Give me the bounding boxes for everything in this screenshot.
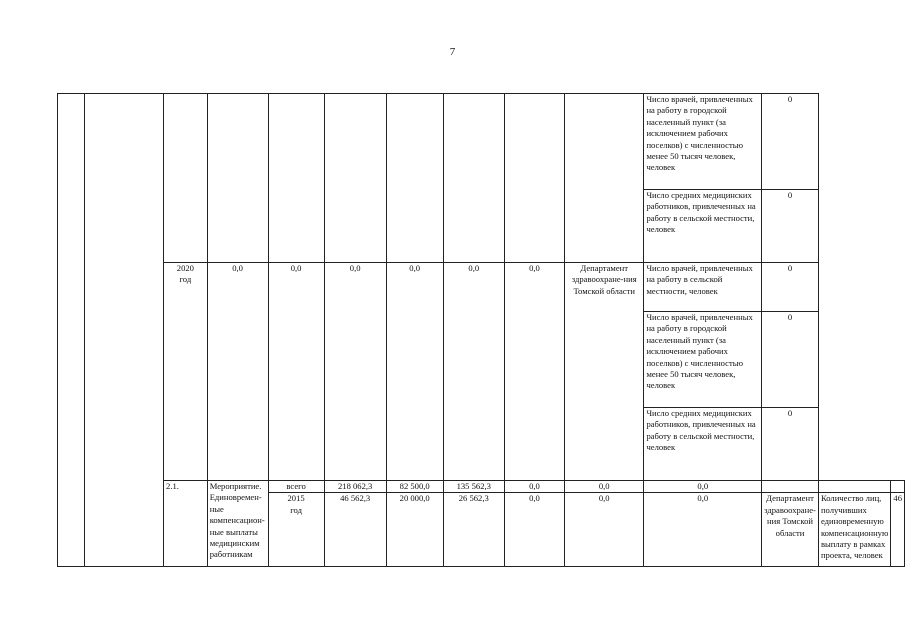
table-row (58, 94, 905, 190)
amount-cell: 0,0 (386, 263, 443, 481)
amount-cell: 20 000,0 (386, 493, 443, 567)
amount-cell: 135 562,3 (443, 481, 504, 493)
amount-cell: 0,0 (644, 493, 762, 567)
indicator-value: 0 (762, 94, 819, 190)
amount-cell: 0,0 (324, 263, 386, 481)
cell-empty-name (85, 94, 164, 567)
row-number: 2.1. (164, 481, 208, 567)
amount-cell: 218 062,3 (324, 481, 386, 493)
department-cell: Департамент здравоохране-ния Томской области (762, 493, 819, 567)
cell-empty (164, 94, 208, 263)
page-number: 7 (449, 46, 456, 58)
amount-cell: 0,0 (504, 493, 564, 567)
indicator-cell: Число врачей, привлеченных на работу в городской населенный пункт (за исключением рабочих поселков) с численностью менее 50 тысяч человек, человек (644, 94, 762, 190)
amount-cell: 0,0 (207, 263, 268, 481)
year-cell (164, 263, 208, 481)
total-label: всего (268, 481, 324, 493)
cell-empty (386, 94, 443, 263)
indicator-value: 0 (762, 190, 819, 263)
indicator-value: 0 (762, 312, 819, 408)
indicator-value: 0 (762, 408, 819, 481)
cell-empty (207, 94, 268, 263)
amount-cell: 46 562,3 (324, 493, 386, 567)
cell-empty (324, 94, 386, 263)
cell-empty (762, 481, 819, 493)
amount-cell: 0,0 (504, 263, 564, 481)
year-cell (268, 493, 324, 567)
indicator-value: 0 (762, 263, 819, 312)
year-word: год (179, 274, 192, 285)
amount-cell: 82 500,0 (386, 481, 443, 493)
cell-empty (564, 94, 643, 263)
program-table (57, 93, 905, 567)
amount-cell: 0,0 (564, 493, 643, 567)
cell-empty (443, 94, 504, 263)
year-label: 2020 (176, 263, 194, 273)
amount-cell: 26 562,3 (443, 493, 504, 567)
amount-cell: 0,0 (443, 263, 504, 481)
cell-empty (818, 481, 890, 493)
amount-cell: 0,0 (564, 481, 643, 493)
cell-empty-num (58, 94, 85, 567)
indicator-cell: Число средних медицинских работников, привлеченных на работу в сельской местности, человек (644, 190, 762, 263)
indicator-cell: Количество лиц, получивших единовременную компенсационную выплату в рамках проекта, человек (818, 493, 890, 567)
indicator-cell: Число врачей, привлеченных на работу в сельской местности, человек (644, 263, 762, 312)
year-word: год (290, 504, 302, 515)
amount-cell: 0,0 (644, 481, 762, 493)
cell-empty (268, 94, 324, 263)
amount-cell: 0,0 (504, 481, 564, 493)
indicator-cell: Число врачей, привлеченных на работу в городской населенный пункт (за исключением рабочих поселков) с численностью менее 50 тысяч человек, человек (644, 312, 762, 408)
measure-name: Мероприятие. Единовремен-ные компенсацион-ные выплаты медицинским работникам (207, 481, 268, 567)
amount-cell: 0,0 (268, 263, 324, 481)
cell-empty (891, 481, 905, 493)
department-cell: Департамент здравоохране-ния Томской области (564, 263, 643, 481)
table-row (58, 481, 905, 493)
table-row (58, 263, 905, 312)
indicator-value: 46 (891, 493, 905, 567)
cell-empty (504, 94, 564, 263)
year-label: 2015 (287, 493, 305, 504)
indicator-cell: Число средних медицинских работников, привлеченных на работу в сельской местности, человек (644, 408, 762, 481)
